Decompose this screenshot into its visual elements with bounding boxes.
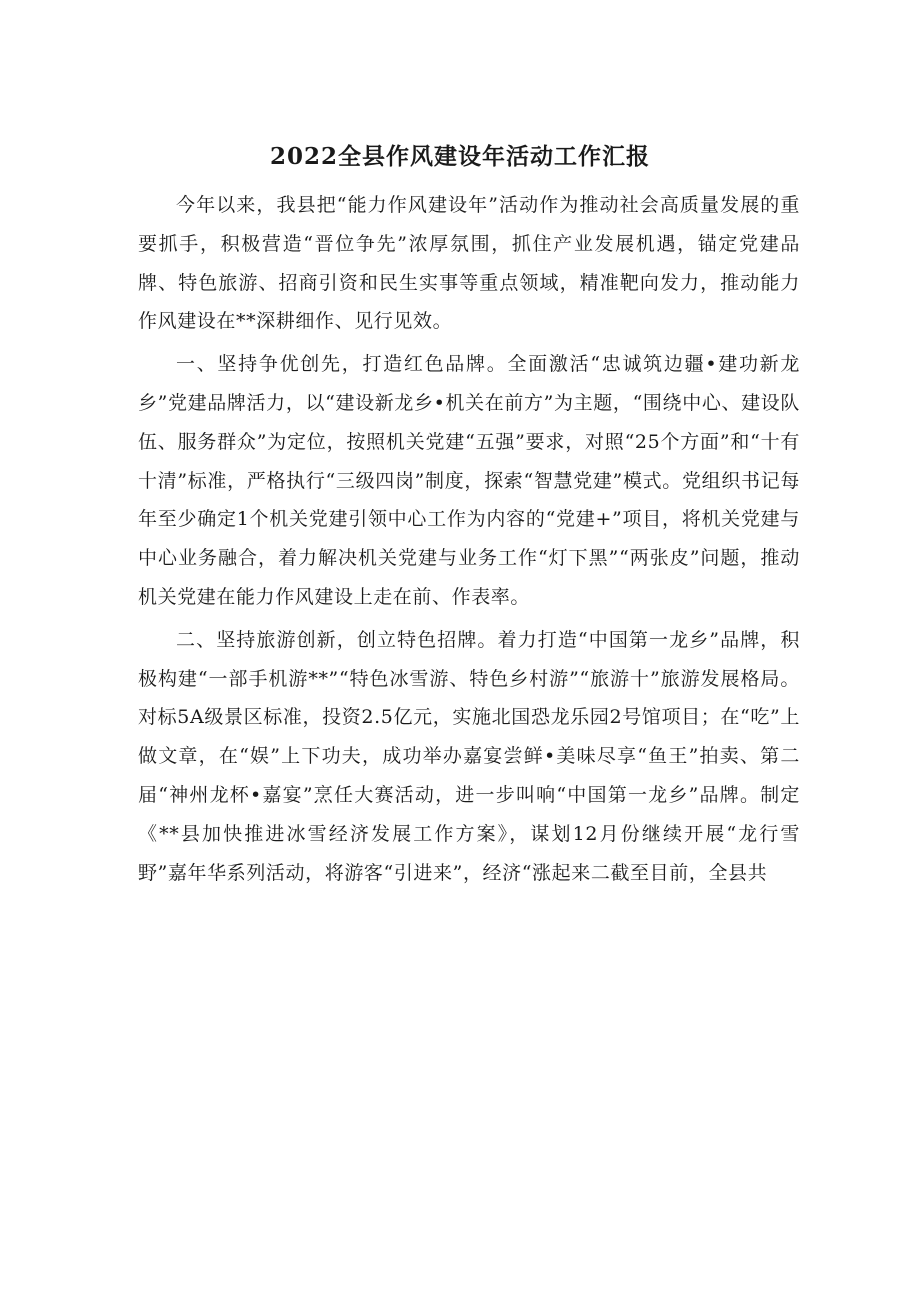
paragraph-intro: 今年以来，我县把“能力作风建设年”活动作为推动社会高质量发展的重要抓手，积极营造“晋位争先”浓厚氛围，抓住产业发展机遇，锚定党建品牌、特色旅游、招商引资和民生实事等重点领域，精准靶向发力，推动能力作风建设在**深耕细作、见行见效。 — [138, 194, 800, 333]
document-title: 2022全县作风建设年活动工作汇报 — [269, 143, 650, 170]
paragraph-party-building: 一、坚持争优创先，打造红色品牌。全面激活“忠诚筑边疆•建功新龙乡”党建品牌活力，以“建设新龙乡•机关在前方”为主题，“围绕中心、建设队伍、服务群众”为定位，按照机关党建“五强”要求，对照“25个方面”和“十有十清”标准，严格执行“三级四岗”制度，探索“智慧党建”模式。党组织书记每年至少确定1个机关党建引领中心工作为内容的“党建+”项目，将机关党建与中心业务融合，着力解决机关党建与业务工作“灯下黑”“两张皮”问题，推动机关党建在能力作风建设上走在前、作表率。 — [138, 353, 800, 608]
paragraph-tourism: 二、坚持旅游创新，创立特色招牌。着力打造“中国第一龙乡”品牌，积极构建“一部手机游**”“特色冰雪游、特色乡村游”“旅游十”旅游发展格局。对标5A级景区标准，投资2.5亿元，实施北国恐龙乐园2号馆项目；在“吃”上做文章，在“娱”上下功夫，成功举办嘉宴尝鲜•美味尽享“鱼王”拍卖、第二届“神州龙杯•嘉宴”烹任大赛活动，进一步叫响“中国第一龙乡”品牌。制定《**县加快推进冰雪经济发展工作方案》，谋划12月份继续开展“龙行雪野”嘉年华系列活动，将游客“引进来”，经济“涨起来二截至目前，全县共 — [138, 628, 800, 884]
document-body — [138, 186, 800, 896]
